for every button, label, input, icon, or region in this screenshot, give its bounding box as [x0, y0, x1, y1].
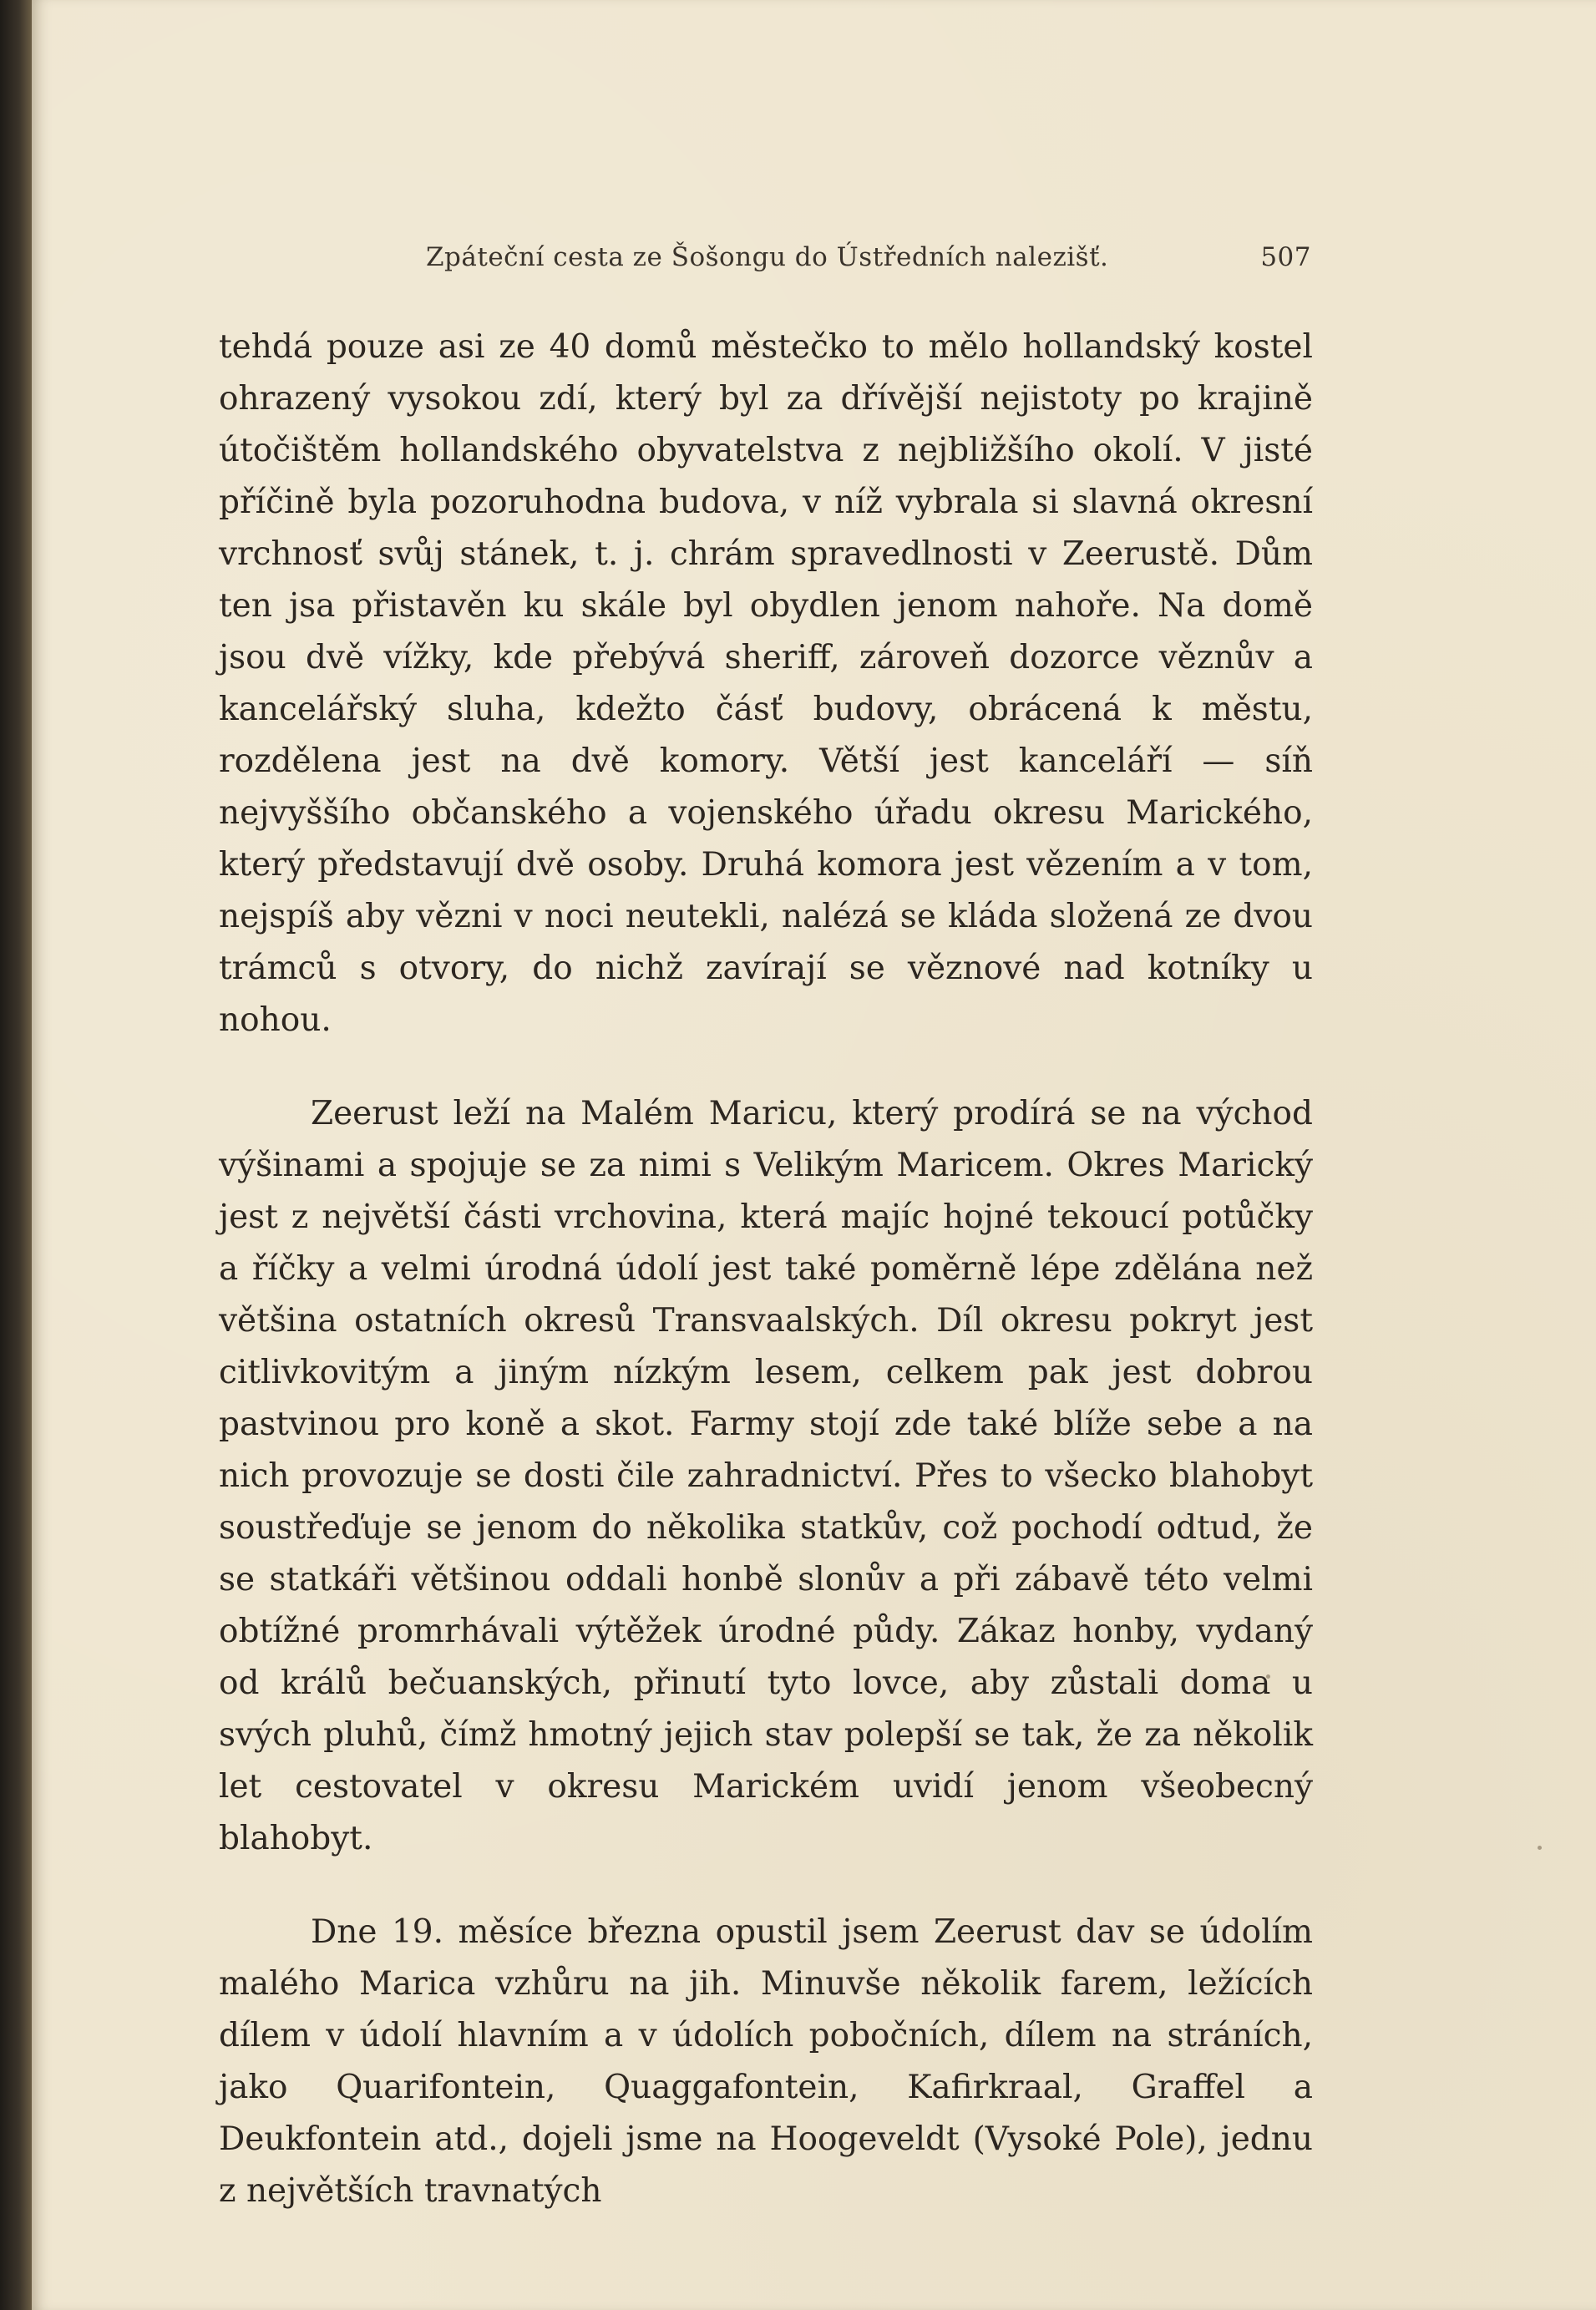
paragraph-3: Dne 19. měsíce března opustil jsem Zeerust dav se údolím malého Marica vzhůru na jih. Minuvše několik farem, ležících dílem v údolí hlavním a v údolích pobočních, dílem na stráních, jako Quarifontein, Quaggafontein, Kafirkraal, Graffel a Deukfontein atd., dojeli jsme na Hoogeveldt (Vysoké Pole), jednu z největších travnatých — [219, 1913, 1313, 2210]
paragraph-1: tehdá pouze asi ze 40 domů městečko to mělo hollandský kostel ohrazený vysokou zdí, který byl za dřívější nejistoty po krajině útočištěm hollandského obyvatelstva z nejbližšího okolí. V jisté příčině byla pozoruhodna budova, v níž vybrala si slavná okresní vrchnosť svůj stánek, t. j. chrám spravedlnosti v Zeerustě. Dům ten jsa přistavěn ku skále byl obydlen jenom nahoře. Na domě jsou dvě vížky, kde přebývá sheriff, zároveň dozorce věznův a kancelářský sluha, kdežto čásť budovy, obrácená k městu, rozdělena jest na dvě komory. Větší jest kanceláří — síň nejvyššího občanského a vojenského úřadu okresu Marického, který představují dvě osoby. Druhá komora jest vězením a v tom, nejspíš aby vězni v noci neutekli, nalézá se kláda složená ze dvou trámců s otvory, do nichž zavírají se věznové nad kotníky u nohou. — [219, 328, 1313, 1039]
running-title: Zpáteční cesta ze Šošongu do Ústředních nalezišť. — [426, 242, 1109, 272]
paragraph-2: Zeerust leží na Malém Maricu, který prodírá se na východ výšinami a spojuje se za nimi s Velikým Maricem. Okres Marický jest z největší části vrchovina, která majíc hojné tekoucí potůčky a říčky a velmi úrodná údolí jest také poměrně lépe zdělána než většina ostatních okresů Transvaalských. Díl okresu pokryt jest citlivkovitým a jiným nízkým lesem, celkem pak jest dobrou pastvinou pro koně a skot. Farmy stojí zde také blíže sebe a na nich provozuje se dosti čile zahradnictví. Přes to všecko blahobyt soustřeďuje se jenom do několika statkův, což pochodí odtud, že se statkáři většinou oddali honbě slonův a při zábavě této velmi obtížné promrhávali výtěžek úrodné půdy. Zákaz honby, vydaný od králů bečuanských, přinutí tyto lovce, aby zůstali doma u svých pluhů, čímž hmotný jejich stav polepší se tak, že za několik let cestovatel v okresu Marickém uvidí jenom všeobecný blahobyt. — [219, 1095, 1313, 1857]
book-binding-shadow — [0, 0, 32, 2310]
paper-speck — [1538, 1846, 1542, 1850]
page-header — [393, 242, 1311, 276]
body-text — [219, 322, 1313, 2217]
page-number: 507 — [1260, 242, 1311, 272]
